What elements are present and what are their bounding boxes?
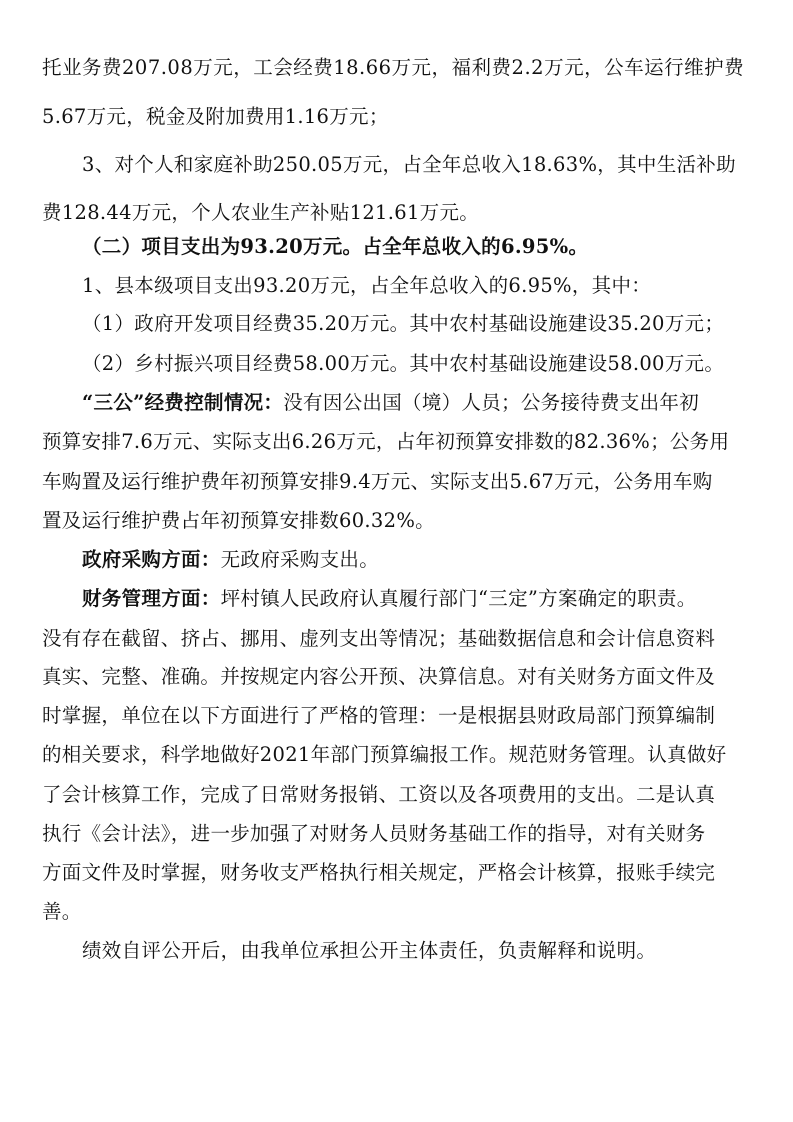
- text-line: 真实、完整、准确。并按规定内容公开预、决算信息。对有关财务方面文件及: [42, 665, 716, 688]
- text-line: 的相关要求，科学地做好2021年部门预算编报工作。规范财务管理。认真做好: [42, 743, 727, 766]
- text-line: 没有存在截留、挤占、挪用、虚列支出等情况；基础数据信息和会计信息资料: [42, 627, 716, 650]
- text-line: 置及运行维护费占年初预算安排数60.32%。: [42, 509, 435, 532]
- section-heading: （二）项目支出为93.20万元。占全年总收入的6.95%。: [82, 235, 589, 258]
- text-line: （2）乡村振兴项目经费58.00万元。其中农村基础设施建设58.00万元。: [82, 352, 725, 375]
- text-line: 费128.44万元，个人农业生产补贴121.61万元。: [42, 201, 480, 224]
- text-line: 托业务费207.08万元，工会经费18.66万元，福利费2.2万元，公车运行维护费: [42, 56, 745, 79]
- text-line: 方面文件及时掌握，财务收支严格执行相关规定，严格会计核算，报账手续完: [42, 861, 716, 884]
- section-label: “三公”经费控制情况：: [82, 391, 284, 414]
- text-line: 政府采购方面：无政府采购支出。: [82, 548, 380, 571]
- text-line: 5.67万元，税金及附加费用1.16万元；: [42, 105, 389, 128]
- text-line: 时掌握，单位在以下方面进行了严格的管理：一是根据县财政局部门预算编制: [42, 704, 716, 727]
- section-label: 政府采购方面：: [82, 548, 221, 571]
- text-line: 善。: [42, 900, 82, 923]
- text-line: 执行《会计法》，进一步加强了对财务人员财务基础工作的指导，对有关财务: [42, 822, 706, 845]
- text-line: 3、对个人和家庭补助250.05万元，占全年总收入18.63%，其中生活补助: [82, 153, 736, 176]
- text-line: 车购置及运行维护费年初预算安排9.4万元、实际支出5.67万元，公务用车购: [42, 470, 713, 493]
- text-line: 绩效自评公开后，由我单位承担公开主体责任，负责解释和说明。: [82, 939, 657, 962]
- section-label: 财务管理方面：: [82, 587, 221, 610]
- text-line: 预算安排7.6万元、实际支出6.26万元，占年初预算安排数的82.36%；公务用: [42, 430, 730, 453]
- text-line: “三公”经费控制情况：没有因公出国（境）人员；公务接待费支出年初: [82, 391, 700, 414]
- text-line: （1）政府开发项目经费35.20万元。其中农村基础设施建设35.20万元；: [82, 312, 725, 335]
- text-line: 1、县本级项目支出93.20万元，占全年总收入的6.95%，其中：: [82, 274, 652, 297]
- text-line: 了会计核算工作，完成了日常财务报销、工资以及各项费用的支出。二是认真: [42, 783, 716, 806]
- text-line: 财务管理方面：坪村镇人民政府认真履行部门“三定”方案确定的职责。: [82, 587, 697, 610]
